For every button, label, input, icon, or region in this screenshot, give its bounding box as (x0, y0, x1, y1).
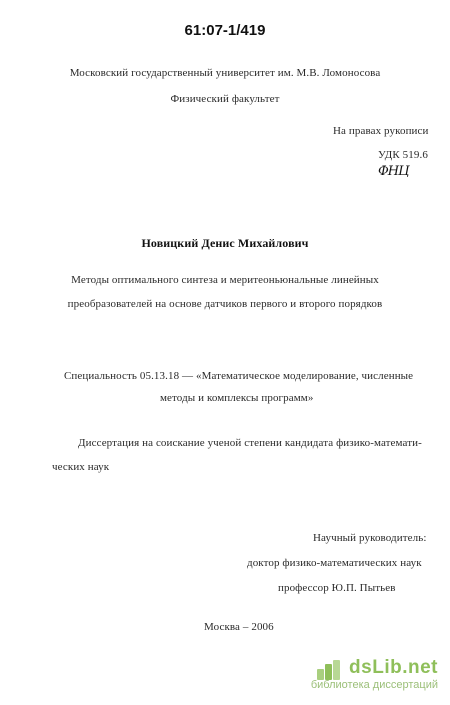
dissertation-line-1: Диссертация на соискание ученой степени кандидата физико-математи- (78, 437, 422, 449)
books-icon (316, 659, 342, 681)
udk-code: УДК 519.6 (378, 149, 428, 161)
faculty-name: Физический факультет (170, 93, 280, 105)
specialty-line-1: Специальность 05.13.18 — «Математическое моделирование, численные (64, 370, 414, 382)
supervisor-label: Научный руководитель: (313, 532, 427, 544)
thesis-title-line-2: преобразователей на основе датчиков первого и второго порядков (67, 298, 383, 310)
thesis-title-line-1: Методы оптимального синтеза и меритеоньюнальные линейных (71, 274, 379, 286)
university-name: Московский государственный университет им. М.В. Ломоносова (69, 67, 381, 79)
handwritten-signature: ФНЦ (378, 164, 409, 179)
watermark-title: dsLib.net (349, 657, 438, 678)
dissertation-line-2: ческих наук (52, 461, 110, 473)
specialty-line-2: методы и комплексы программ» (160, 392, 314, 404)
city-year: Москва – 2006 (204, 621, 274, 633)
rights-notice: На правах рукописи (333, 125, 429, 137)
document-code: 61:07-1/419 (184, 22, 266, 39)
watermark-subtitle: библиотека диссертаций (310, 679, 438, 691)
supervisor-name: профессор Ю.П. Пытьев (278, 582, 396, 594)
supervisor-degree: доктор физико-математических наук (247, 557, 422, 569)
author-name: Новицкий Денис Михайлович (141, 236, 309, 250)
